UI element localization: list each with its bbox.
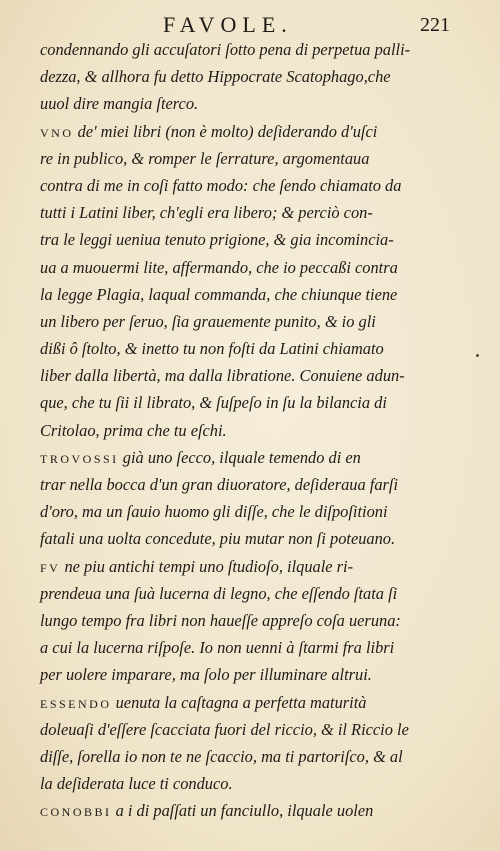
text-line: [40, 743, 458, 770]
text-line: [40, 797, 458, 824]
line-text: que, che tu ſii il librato, & ſuſpeſo in ſu la bilancia di: [40, 393, 387, 413]
text-line: [40, 90, 458, 117]
text-line: [40, 525, 458, 552]
line-text: fatali una uolta concedute, piu mutar non ſi poteuano.: [40, 529, 396, 549]
line-text: de' miei libri (non è molto) deſiderando d'uſci: [73, 121, 378, 141]
text-line: [40, 580, 458, 607]
line-text: trar nella bocca d'un gran diuoratore, deſideraua farſi: [40, 475, 399, 494]
text-line: [40, 226, 458, 253]
text-line: [40, 389, 458, 416]
line-text: tra le leggi ueniua tenuto prigione, & gia incomincia-: [40, 230, 394, 250]
line-text: condennando gli accuſatori ſotto pena di perpetua palli-: [40, 40, 411, 59]
text-line: [40, 689, 458, 716]
line-text: d'oro, ma un ſauio huomo gli diſſe, che le diſpoſitioni: [40, 502, 388, 522]
line-text: a i di paſſati un fanciullo, ilquale uolen: [111, 801, 374, 821]
line-text: liber dalla libertà, ma dalla libratione. Conuiene adun-: [40, 366, 405, 386]
paragraph-lead-word: CONOBBI: [40, 805, 112, 820]
text-line: [40, 661, 458, 688]
text-line: [40, 199, 458, 226]
line-text: dißi ô ſtolto, & inetto tu non foſti da Latini chiamato: [40, 339, 384, 359]
paragraph-lead-word: ESSENDO: [40, 696, 112, 711]
line-text: Critolao, prima che tu eſchi.: [40, 420, 227, 440]
text-line: [40, 553, 458, 580]
line-text: ne piu antichi tempi uno ſtudioſo, ilquale ri-: [60, 556, 354, 576]
line-text: re in publico, & romper le ſerrature, argomentaua: [40, 148, 370, 168]
paragraph-lead-word: TROVOSSI: [40, 451, 119, 466]
text-line: [40, 417, 458, 444]
line-text: per uolere imparare, ma ſolo per illuminare altrui.: [40, 665, 372, 685]
line-text: ua a muouermi lite, affermando, che io peccaßi contra: [40, 257, 398, 277]
body-text: [40, 36, 458, 824]
text-line: [40, 308, 458, 335]
line-text: tutti i Latini liber, ch'egli era libero; & perciò con-: [40, 203, 373, 223]
page-header: [0, 12, 500, 38]
text-line: [40, 716, 458, 743]
line-text: la deſiderata luce ti conduco.: [40, 774, 233, 794]
text-line: [40, 36, 458, 63]
text-line: [40, 362, 458, 389]
running-head: FAVOLE.: [163, 12, 293, 37]
line-text: la legge Plagia, laqual commanda, che chiunque tiene: [40, 284, 398, 304]
text-line: [40, 444, 458, 471]
paragraph-lead-word: FV: [40, 560, 61, 575]
paragraph-lead-word: VNO: [40, 125, 74, 140]
line-text: a cui la lucerna riſpoſe. Io non uenni à ſtarmi fra libri: [40, 638, 395, 658]
text-line: [40, 63, 458, 90]
text-line: [40, 607, 458, 634]
line-text: prendeua una ſuà lucerna di legno, che eſſendo ſtata ſi: [40, 583, 398, 603]
line-text: contra di me in coſi fatto modo: che ſendo chiamato da: [40, 175, 402, 195]
line-text: diſſe, ſorella io non te ne ſcaccio, ma ti partoriſco, & al: [40, 746, 403, 766]
line-text: uuol dire mangia ſterco.: [40, 94, 199, 114]
line-text: un libero per ſeruo, ſia grauemente punito, & io gli: [40, 311, 376, 331]
text-line: [40, 770, 458, 797]
line-text: doleuaſi d'eſſere ſcacciata fuori del riccio, & il Riccio le: [40, 719, 409, 739]
page-number: 221: [420, 14, 450, 36]
text-line: [40, 471, 458, 498]
text-line: [40, 172, 458, 199]
text-line: [40, 145, 458, 172]
text-line: [40, 634, 458, 661]
text-line: [40, 281, 458, 308]
ink-speck: [476, 354, 479, 357]
line-text: già uno ſecco, ilquale temendo di en: [118, 447, 361, 467]
line-text: lungo tempo fra libri non haueſſe appreſo coſa ueruna:: [40, 610, 401, 630]
text-line: [40, 254, 458, 281]
text-line: [40, 498, 458, 525]
text-line: [40, 118, 458, 145]
text-line: [40, 335, 458, 362]
line-text: dezza, & allhora fu detto Hippocrate Scatophago,che: [40, 67, 391, 87]
line-text: uenuta la caſtagna a perfetta maturità: [111, 692, 367, 712]
